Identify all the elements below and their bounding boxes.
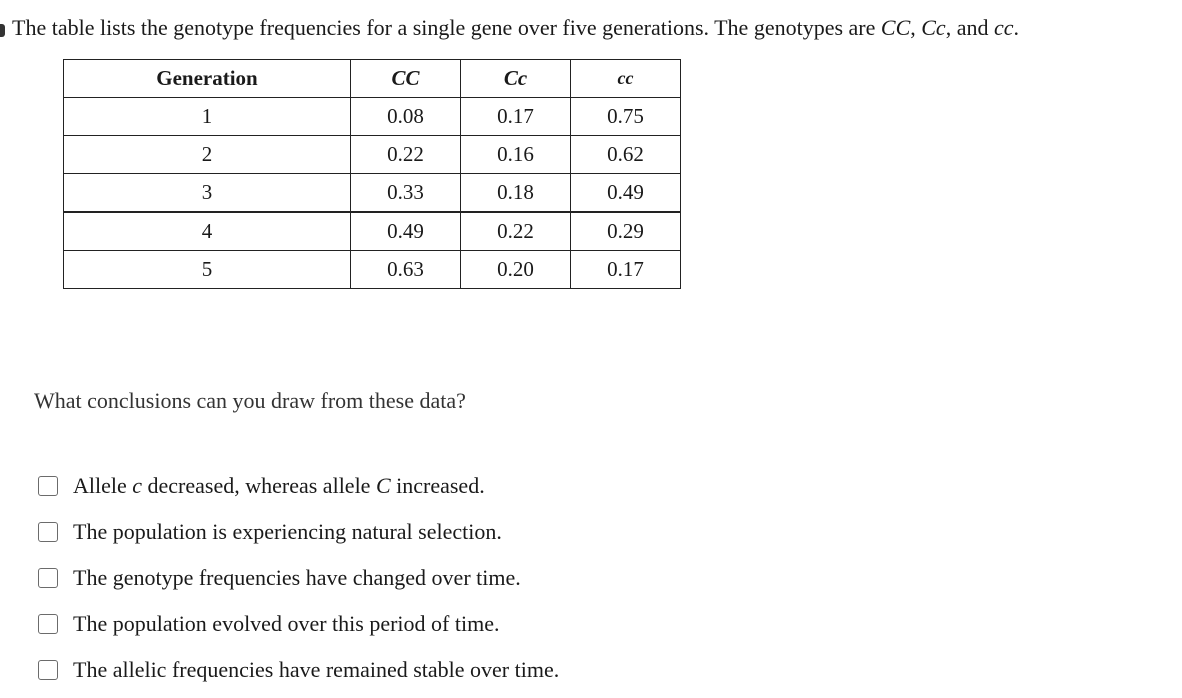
header-cc-upper: CC — [351, 60, 461, 98]
cell-cc-upper: 0.49 — [351, 212, 461, 251]
cell-cc-lower: 0.75 — [571, 98, 681, 136]
checkbox[interactable] — [38, 660, 58, 680]
allele-upper-c: C — [375, 473, 391, 498]
cell-cc-lower: 0.17 — [571, 251, 681, 289]
table-row — [64, 174, 681, 213]
checkbox[interactable] — [38, 568, 58, 588]
cell-generation: 4 — [64, 212, 351, 251]
table-header-row — [64, 60, 681, 98]
answer-option-label: The allelic frequencies have remained stable over time. — [73, 657, 560, 682]
answer-option-label: The population evolved over this period of time. — [73, 611, 500, 636]
genotype-cc-hetero: Cc — [921, 15, 946, 40]
cell-cc-lower: 0.49 — [571, 174, 681, 213]
header-cc-hetero: Cc — [461, 60, 571, 98]
cell-cc-hetero: 0.17 — [461, 98, 571, 136]
cell-cc-hetero: 0.18 — [461, 174, 571, 213]
allele-lower-c: c — [132, 473, 143, 498]
header-cc-lower: cc — [571, 60, 681, 98]
answer-option[interactable] — [38, 647, 559, 693]
cell-cc-upper: 0.63 — [351, 251, 461, 289]
checkbox[interactable] — [38, 476, 58, 496]
cell-generation: 1 — [64, 98, 351, 136]
cell-cc-hetero: 0.16 — [461, 136, 571, 174]
cell-cc-lower: 0.62 — [571, 136, 681, 174]
table-row — [64, 136, 681, 174]
answer-option[interactable] — [38, 555, 559, 601]
answer-options — [38, 463, 559, 693]
answer-option[interactable] — [38, 601, 559, 647]
genotype-frequency-table — [63, 59, 681, 289]
answer-option[interactable] — [38, 509, 559, 555]
cell-generation: 3 — [64, 174, 351, 213]
label-part: increased. — [390, 473, 485, 498]
answer-option-label: The genotype frequencies have changed over time. — [73, 565, 521, 590]
cell-cc-hetero: 0.22 — [461, 212, 571, 251]
cell-generation: 5 — [64, 251, 351, 289]
cell-generation: 2 — [64, 136, 351, 174]
genotype-cc-lower: cc — [993, 15, 1014, 40]
answer-option[interactable] — [38, 463, 559, 509]
answer-option-label: The population is experiencing natural selection. — [73, 519, 502, 544]
cell-cc-lower: 0.29 — [571, 212, 681, 251]
intro-text-main: The table lists the genotype frequencies for a single gene over five generations. The genotypes are — [12, 15, 881, 40]
edge-marker — [0, 24, 5, 37]
label-part: Allele — [73, 473, 133, 498]
cell-cc-upper: 0.08 — [351, 98, 461, 136]
checkbox[interactable] — [38, 522, 58, 542]
table-row — [64, 212, 681, 251]
table-row — [64, 98, 681, 136]
answer-option-label — [73, 473, 485, 499]
intro-text — [12, 14, 1019, 42]
question-text: What conclusions can you draw from these data? — [34, 388, 466, 413]
cell-cc-upper: 0.33 — [351, 174, 461, 213]
header-generation: Generation — [64, 60, 351, 98]
checkbox[interactable] — [38, 614, 58, 634]
cell-cc-upper: 0.22 — [351, 136, 461, 174]
intro-sep-2: , and — [945, 15, 994, 40]
label-part: decreased, whereas allele — [142, 473, 376, 498]
table-row — [64, 251, 681, 289]
intro-sep-1: , — [910, 15, 922, 40]
cell-cc-hetero: 0.20 — [461, 251, 571, 289]
genotype-cc-upper: CC — [880, 15, 911, 40]
intro-end: . — [1013, 15, 1019, 40]
